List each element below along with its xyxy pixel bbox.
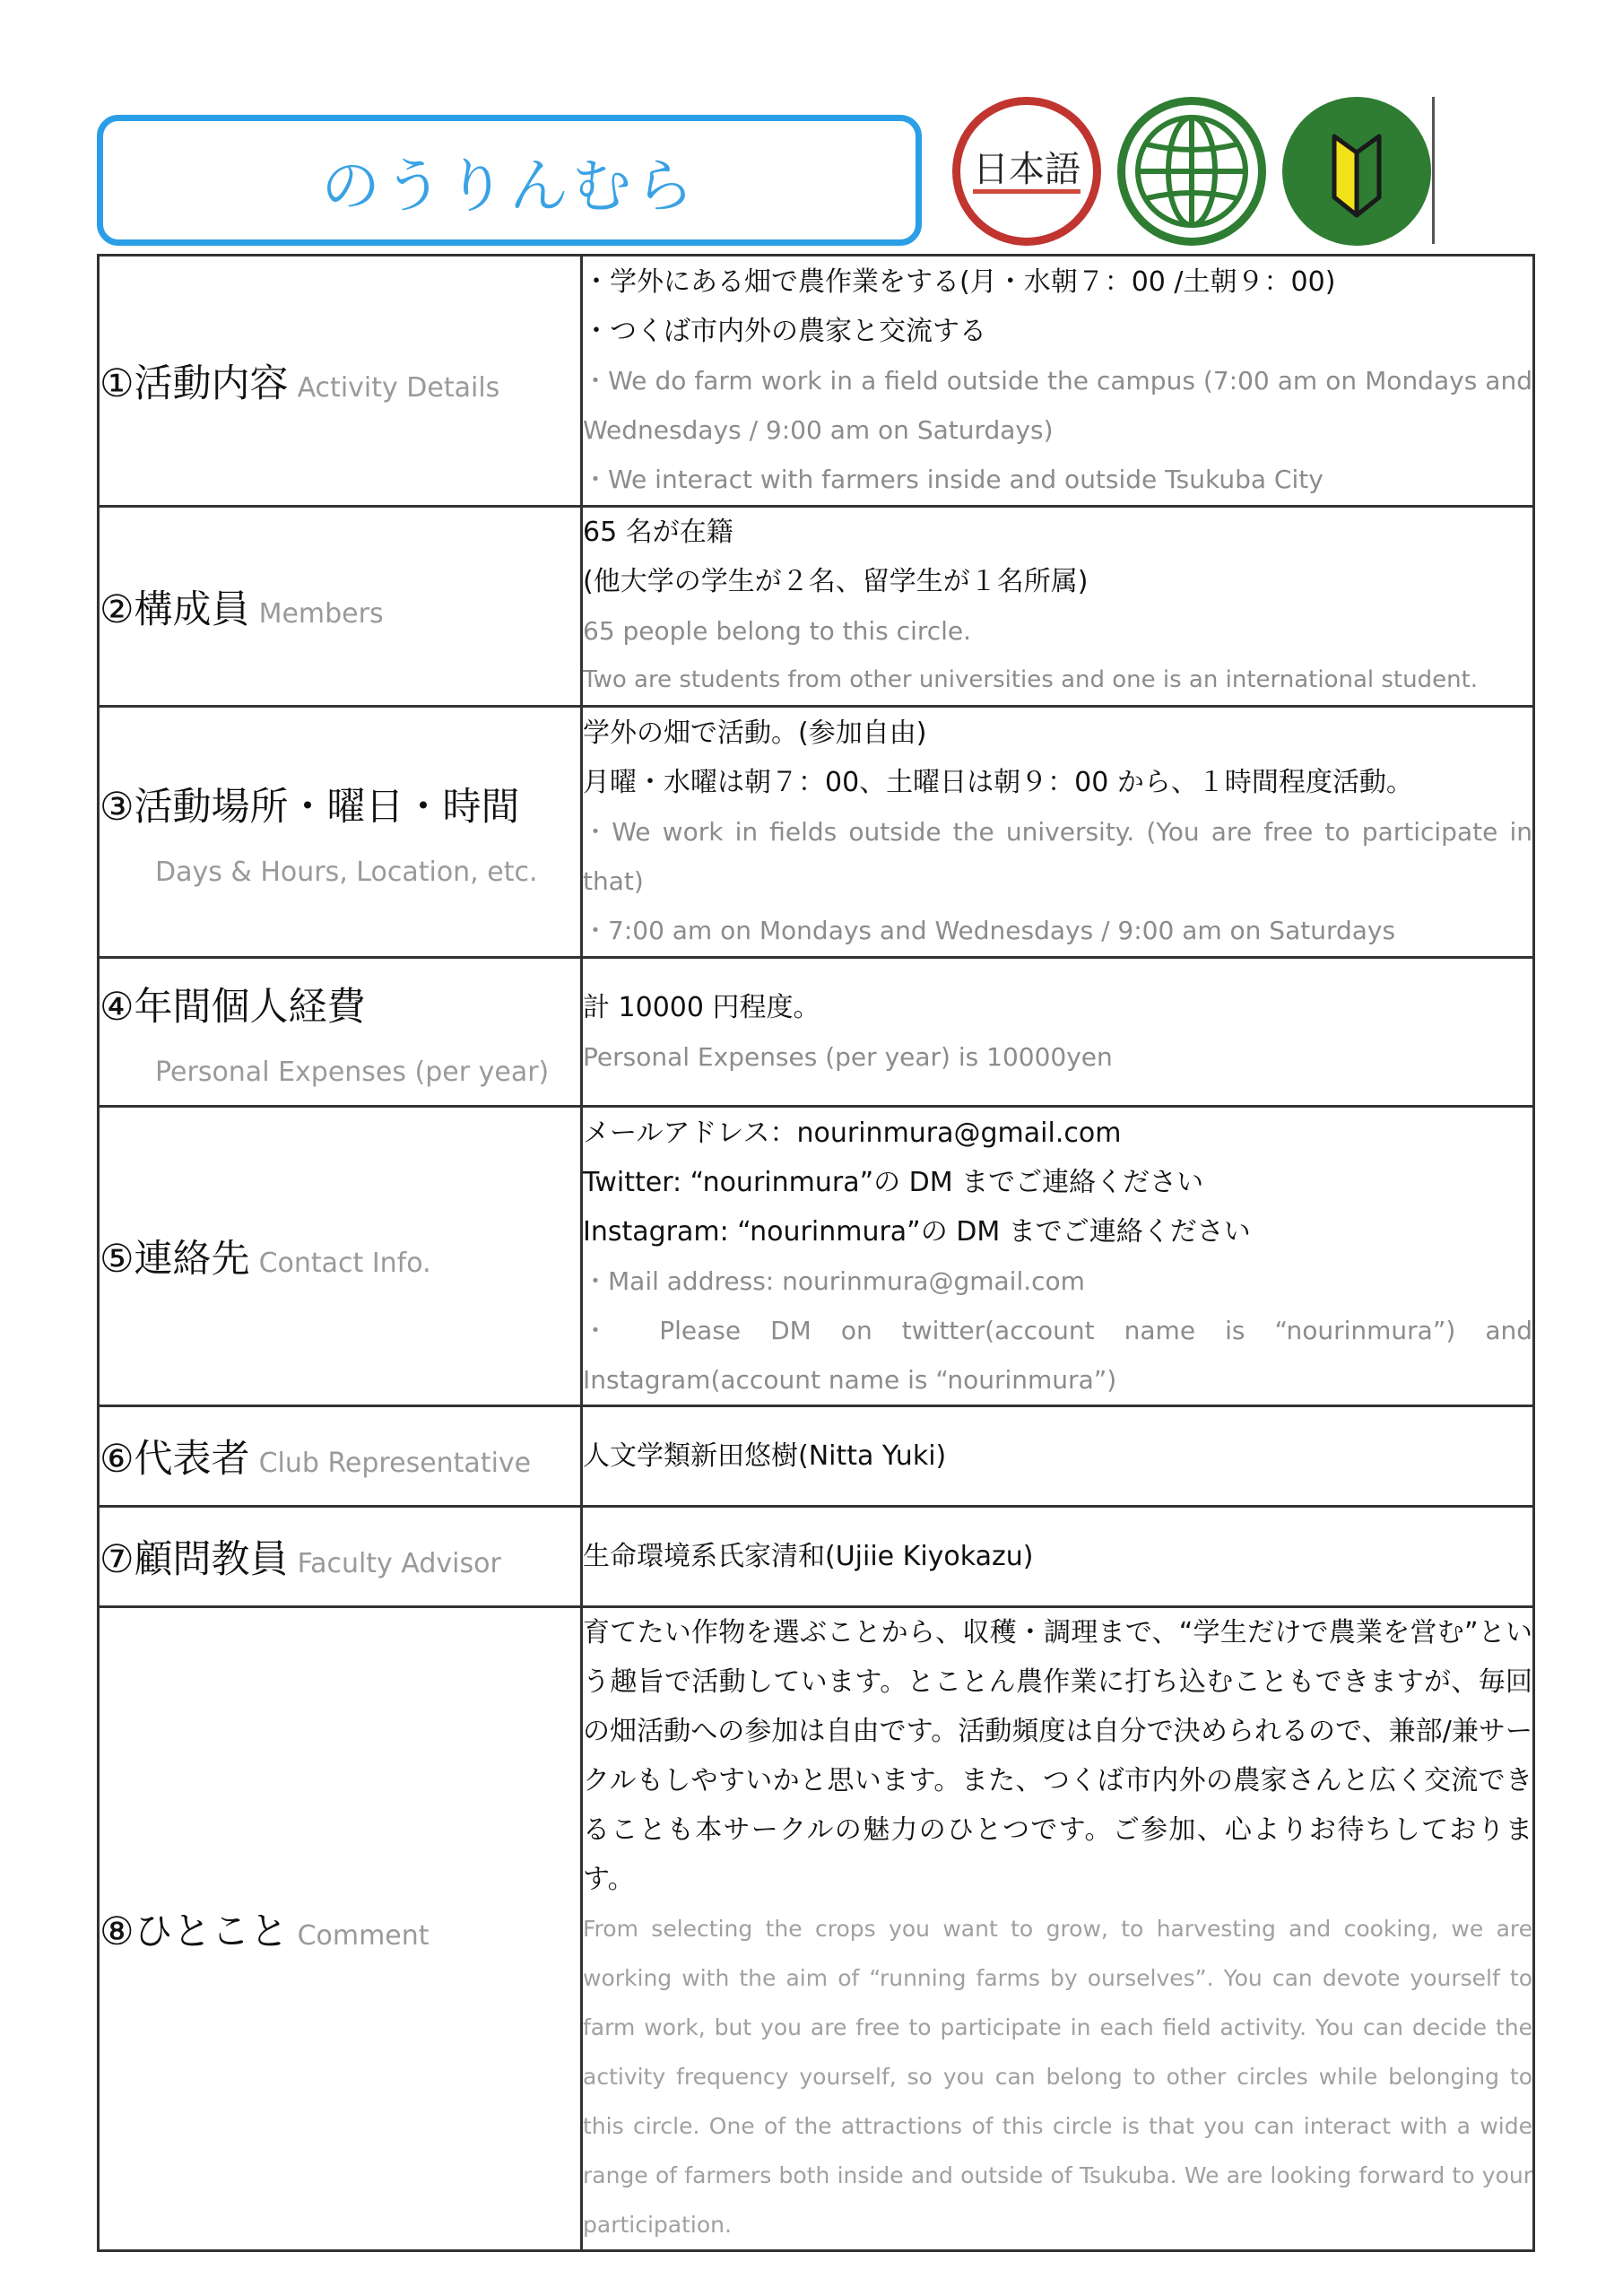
content-line: (他大学の学生が２名、留学生が１名所属) bbox=[583, 566, 1089, 597]
table-row bbox=[99, 707, 1534, 958]
members-content-cell bbox=[582, 507, 1534, 707]
email-line: メールアドレス：nourinmura@gmail.com bbox=[583, 1117, 1122, 1149]
table-row bbox=[99, 256, 1534, 507]
members-label-cell bbox=[99, 507, 582, 707]
advisor-content-cell bbox=[582, 1507, 1534, 1607]
club-title: のうりんむら bbox=[321, 151, 698, 221]
row-label-en: Personal Expenses (per year) bbox=[155, 1056, 550, 1088]
representative-content-cell bbox=[582, 1406, 1534, 1507]
content-line: Two are students from other universities and one is an international student. bbox=[583, 666, 1479, 693]
table-row bbox=[99, 1107, 1534, 1406]
row-label-jp: ②構成員 bbox=[100, 587, 250, 632]
content-line: Personal Expenses (per year) is 10000yen bbox=[583, 1041, 1113, 1072]
globe-icon bbox=[1117, 97, 1266, 246]
club-info-table bbox=[97, 254, 1535, 2252]
row-label-jp: ④年間個人経費 bbox=[100, 984, 366, 1030]
row-label-en: Faculty Advisor bbox=[297, 1548, 501, 1579]
contact-content-cell bbox=[582, 1107, 1534, 1406]
content-line: ・7:00 am on Mondays and Wednesdays / 9:00 am on Saturdays bbox=[583, 916, 1396, 945]
row-label-jp: ①活動内容 bbox=[100, 361, 289, 406]
table-row bbox=[99, 958, 1534, 1107]
table-row bbox=[99, 1507, 1534, 1607]
japanese-language-badge bbox=[952, 97, 1101, 246]
row-label-en: Activity Details bbox=[297, 372, 500, 404]
location-content-cell bbox=[582, 707, 1534, 958]
expenses-content-cell bbox=[582, 958, 1534, 1107]
advisor-label-cell bbox=[99, 1507, 582, 1607]
row-label-jp: ⑦顧問教員 bbox=[100, 1537, 289, 1582]
content-line: ・We work in fields outside the university. (You are free to participate in that) bbox=[583, 817, 1532, 896]
row-label-jp: ③活動場所・曜日・時間 bbox=[100, 784, 520, 830]
content-line: ・ Please DM on twitter(account name is “nourinmura”) and Instagram(account name is “nourinmura”) bbox=[583, 1315, 1532, 1395]
table-row bbox=[99, 1406, 1534, 1507]
table-row bbox=[99, 507, 1534, 707]
content-line: 学外の畑で活動。(参加自由) bbox=[583, 718, 927, 749]
location-label-cell bbox=[99, 707, 582, 958]
row-label-en: Days & Hours, Location, etc. bbox=[155, 856, 538, 888]
club-title-box bbox=[97, 115, 922, 246]
japanese-language-label: 日本語 bbox=[973, 150, 1081, 194]
row-label-en: Comment bbox=[297, 1920, 430, 1952]
row-label-jp: ⑧ひとこと bbox=[100, 1909, 289, 1954]
representative-label-cell bbox=[99, 1406, 582, 1507]
representative-name: 人文学類新田悠樹(Nitta Yuki) bbox=[583, 1440, 947, 1472]
content-line: ・We do farm work in a field outside the campus (7:00 am on Mondays and Wednesdays / 9:00 am on Saturdays) bbox=[583, 366, 1532, 445]
row-label-en: Members bbox=[258, 597, 384, 630]
comment-en: From selecting the crops you want to grow, to harvesting and cooking, we are working with the aim of “running farms by ourselves”. You can devote yourself to farm work, but you are free to participate in each field activity. You can decide the activity frequency yourself, so you can belong to other circles while belonging to this circle. One of the attractions of this circle is that you can interact with a wide range of farmers both inside and outside of Tsukuba. We are looking forward to your participation. bbox=[583, 1916, 1532, 2238]
content-line: 65 名が在籍 bbox=[583, 517, 733, 548]
instagram-line: Instagram: “nourinmura”の DM までご連絡ください bbox=[583, 1215, 1251, 1248]
beginner-mark-icon bbox=[1282, 97, 1431, 246]
content-line: 計 10000 円程度。 bbox=[583, 991, 820, 1023]
header-divider bbox=[1432, 97, 1435, 244]
table-row bbox=[99, 1607, 1534, 2251]
row-label-jp: ⑤連絡先 bbox=[100, 1237, 250, 1282]
content-line: 月曜・水曜は朝７：00、土曜日は朝９：00 から、１時間程度活動。 bbox=[583, 767, 1413, 798]
row-label-jp: ⑥代表者 bbox=[100, 1437, 250, 1482]
activity-content-cell bbox=[582, 256, 1534, 507]
comment-jp: 育てたい作物を選ぶことから、収穫・調理まで、“学生だけで農業を営む”という趣旨で活動しています。とことん農作業に打ち込むこともできますが、毎回の畑活動への参加は自由です。活動頻度は自分で決められるので、兼部/兼サークルもしやすいかと思います。また、つくば市内外の農家さんと広く交流できることも本サークルの魅力のひとつです。ご参加、心よりお待ちしております。 bbox=[583, 1617, 1532, 1895]
content-line: ・Mail address: nourinmura@gmail.com bbox=[583, 1265, 1085, 1296]
content-line: ・We interact with farmers inside and outside Tsukuba City bbox=[583, 465, 1324, 494]
content-line: 65 people belong to this circle. bbox=[583, 616, 972, 646]
activity-label-cell bbox=[99, 256, 582, 507]
comment-label-cell bbox=[99, 1607, 582, 2251]
twitter-line: Twitter: “nourinmura”の DM までご連絡ください bbox=[583, 1166, 1204, 1198]
content-line: ・つくば市内外の農家と交流する bbox=[583, 316, 986, 347]
row-label-en: Club Representative bbox=[258, 1448, 532, 1479]
expenses-label-cell bbox=[99, 958, 582, 1107]
content-line: ・学外にある畑で農作業をする(月・水朝７：00 /土朝９：00) bbox=[583, 266, 1336, 298]
contact-label-cell bbox=[99, 1107, 582, 1406]
comment-content-cell bbox=[582, 1607, 1534, 2251]
row-label-en: Contact Info. bbox=[258, 1248, 431, 1279]
advisor-name: 生命環境系氏家清和(Ujiie Kiyokazu) bbox=[583, 1541, 1034, 1572]
